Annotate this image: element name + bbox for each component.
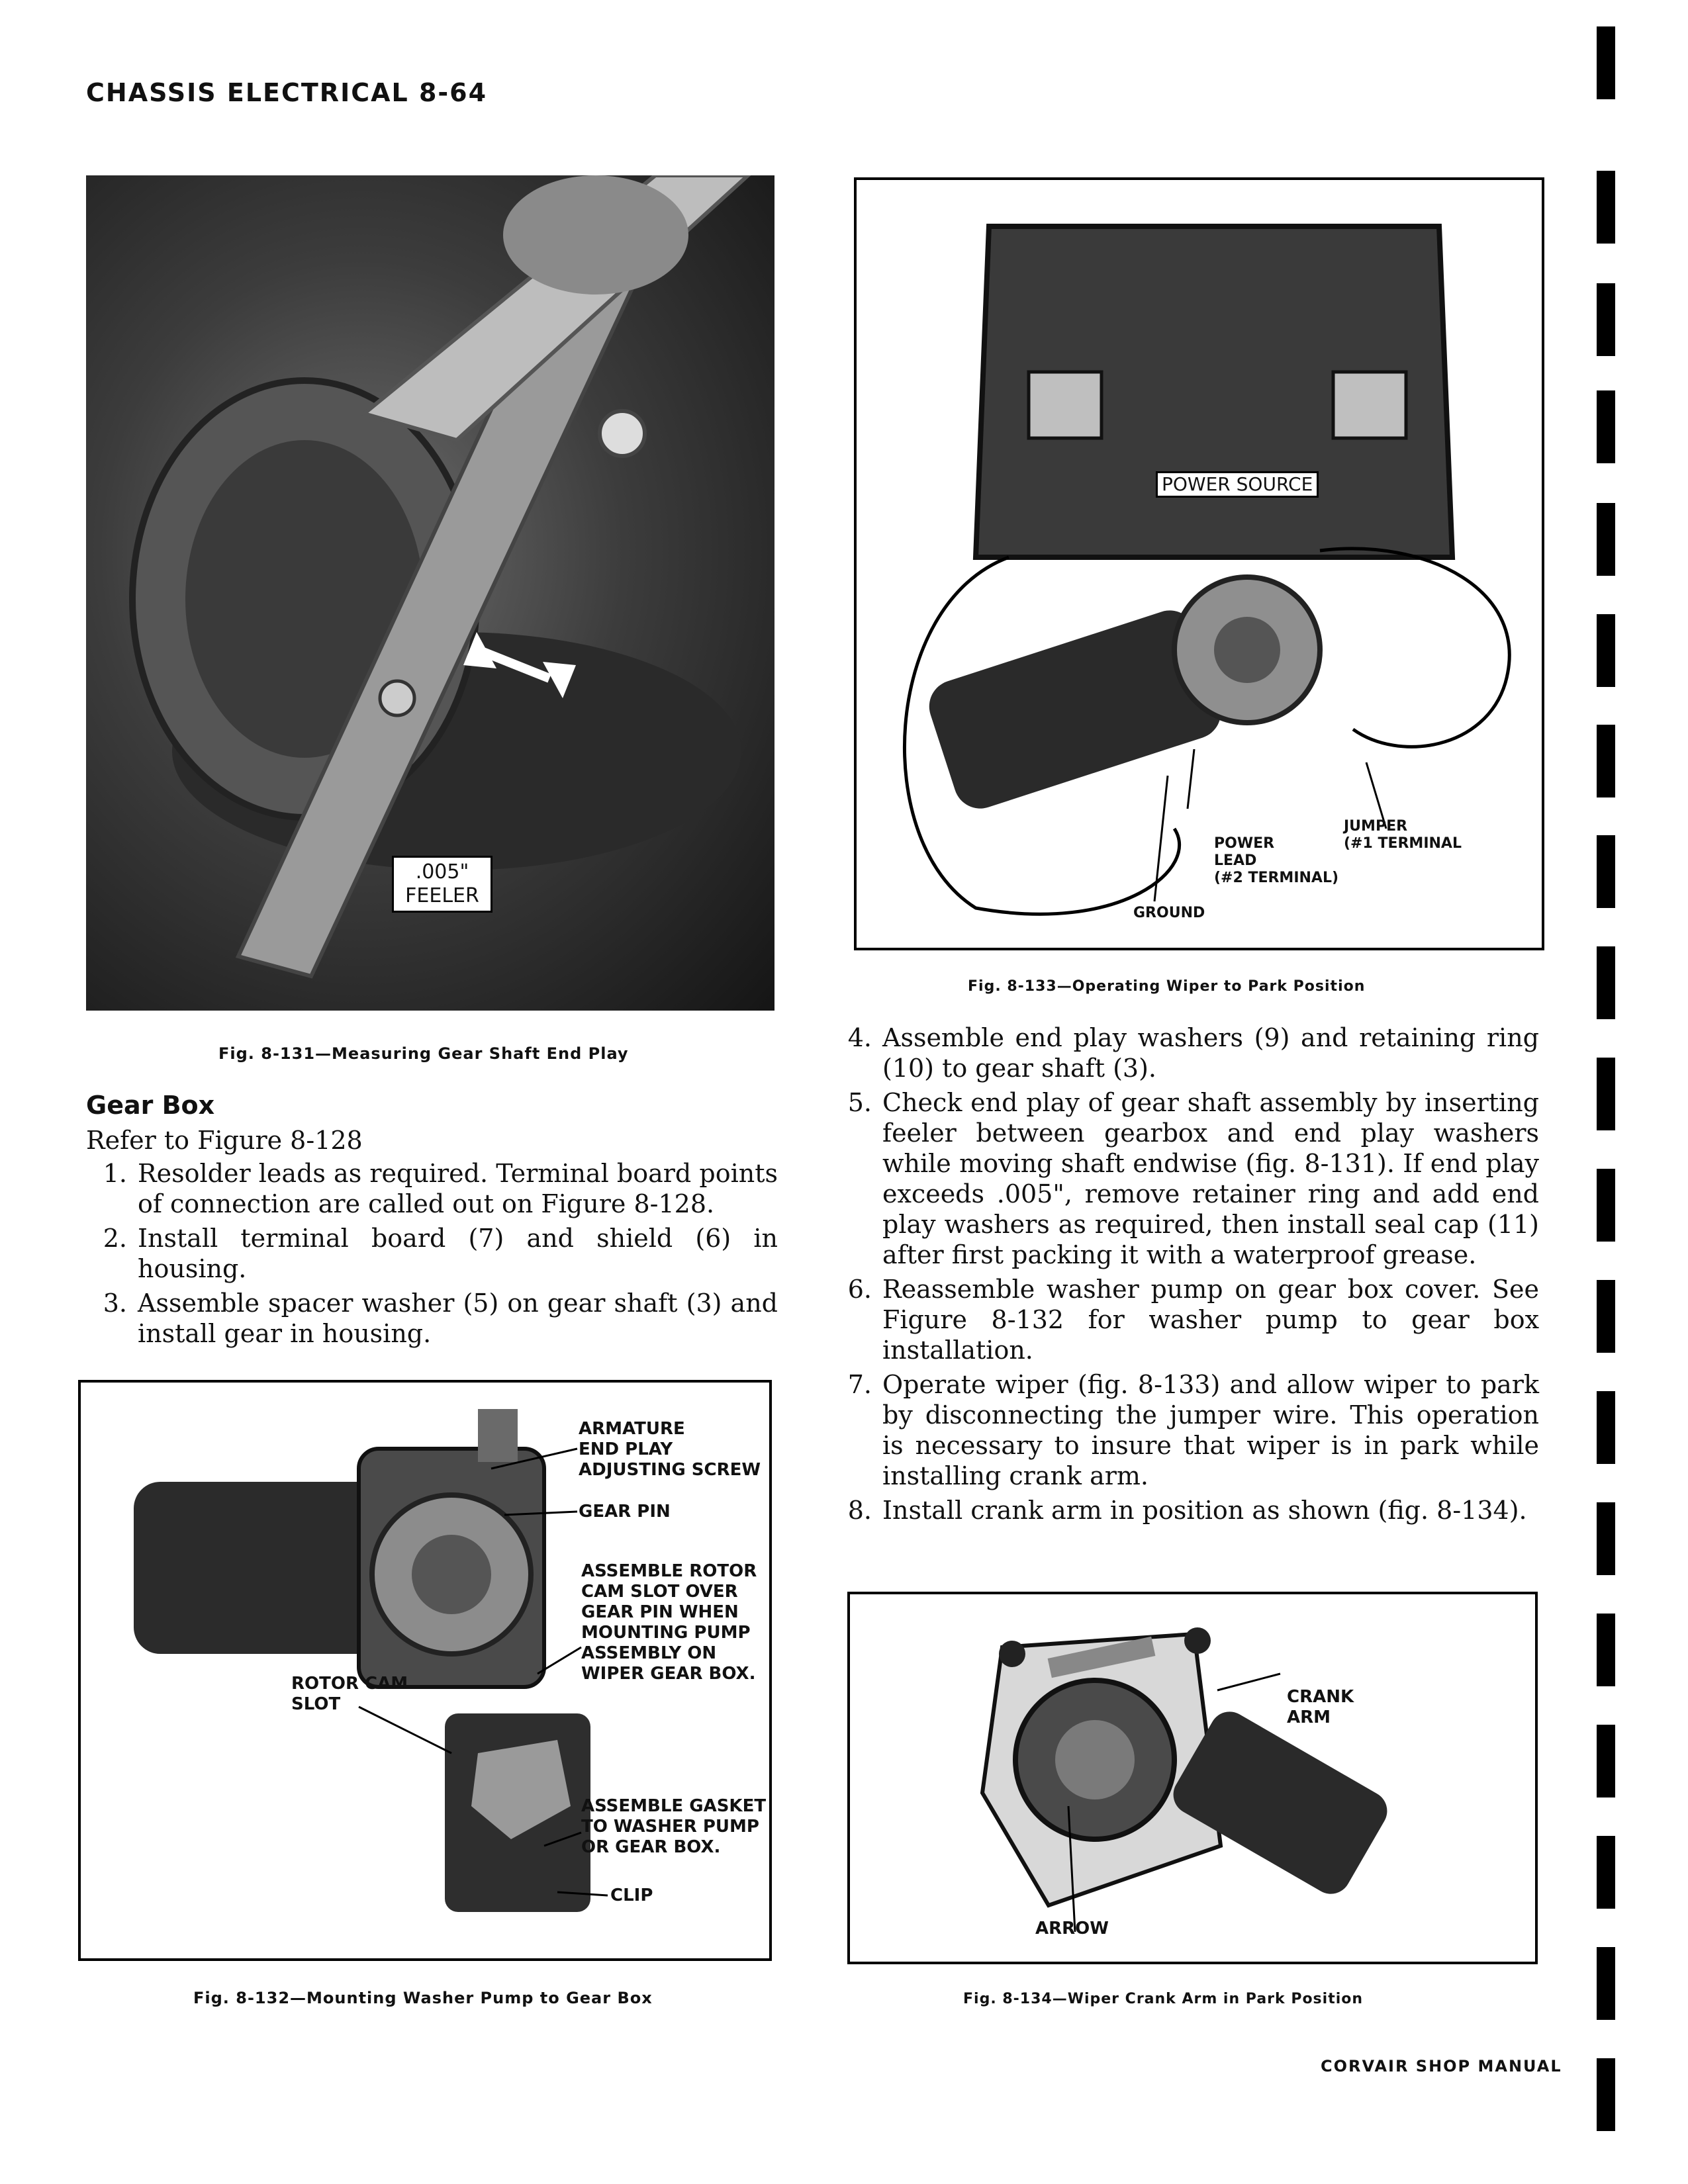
assembly-steps — [831, 1023, 1539, 1529]
figure-8-132-caption: Fig. 8-132—Mounting Washer Pump to Gear Box — [193, 1989, 653, 2007]
registration-mark — [1597, 1058, 1615, 1130]
figure-8-131 — [86, 175, 774, 1011]
list-item — [86, 1288, 778, 1349]
gear-box-steps — [86, 1158, 778, 1353]
registration-mark — [1597, 26, 1615, 99]
registration-mark — [1597, 1502, 1615, 1575]
registration-mark — [1597, 1169, 1615, 1242]
gear-pin-callout: GEAR PIN — [579, 1502, 671, 1522]
step-text: Assemble spacer washer (5) on gear shaft (3) and install gear in housing. — [138, 1289, 778, 1348]
registration-mark — [1597, 614, 1615, 687]
registration-mark — [1597, 725, 1615, 797]
step-text: Install terminal board (7) and shield (6) in housing. — [138, 1224, 778, 1283]
list-item — [831, 1369, 1539, 1491]
registration-mark — [1597, 1836, 1615, 1909]
step-text: Assemble end play washers (9) and retaining ring (10) to gear shaft (3). — [882, 1023, 1539, 1083]
list-item — [86, 1158, 778, 1219]
list-item — [86, 1223, 778, 1284]
registration-mark — [1597, 503, 1615, 576]
gear-box-heading: Gear Box — [86, 1091, 215, 1120]
list-item — [831, 1023, 1539, 1083]
clip-callout: CLIP — [610, 1886, 653, 1905]
leader-lines — [81, 1383, 769, 1958]
step-text: Install crank arm in position as shown (fig. 8-134). — [882, 1496, 1527, 1525]
registration-mark — [1597, 1614, 1615, 1686]
crank-arm-callout: CRANK ARM — [1287, 1687, 1354, 1727]
registration-mark — [1597, 390, 1615, 463]
list-item — [831, 1087, 1539, 1270]
page-header: CHASSIS ELECTRICAL 8-64 — [86, 78, 488, 107]
registration-mark — [1597, 2058, 1615, 2131]
step-number: 8. — [847, 1496, 872, 1525]
assemble-rotor-callout: ASSEMBLE ROTOR CAM SLOT OVER GEAR PIN WHEN MOUNTING PUMP ASSEMBLY ON WIPER GEAR BOX. — [581, 1561, 757, 1684]
step-number: 6. — [847, 1275, 872, 1304]
arrow-callout: ARROW — [1035, 1919, 1109, 1938]
registration-mark — [1597, 283, 1615, 356]
step-number: 5. — [847, 1088, 872, 1117]
step-number: 3. — [103, 1289, 127, 1318]
power-lead-callout: POWER LEAD (#2 TERMINAL) — [1214, 835, 1339, 886]
list-item — [831, 1495, 1539, 1525]
registration-mark — [1597, 1947, 1615, 2020]
step-number: 4. — [847, 1023, 872, 1052]
step-text: Operate wiper (fig. 8-133) and allow wiper to park by disconnecting the jumper wire. This operation is necessary to insure that wiper is in park while installing crank arm. — [882, 1370, 1539, 1490]
step-text: Reassemble washer pump on gear box cover. See Figure 8-132 for washer pump to gear box installation. — [882, 1275, 1539, 1365]
armature-callout: ARMATURE END PLAY ADJUSTING SCREW — [579, 1419, 761, 1480]
figure-8-134-caption: Fig. 8-134—Wiper Crank Arm in Park Position — [963, 1991, 1364, 2007]
figure-8-133-caption: Fig. 8-133—Operating Wiper to Park Position — [968, 978, 1366, 995]
step-number: 7. — [847, 1370, 872, 1399]
gear-box-intro: Refer to Figure 8-128 — [86, 1126, 363, 1155]
jumper-callout: JUMPER (#1 TERMINAL — [1344, 818, 1462, 852]
registration-mark — [1597, 1391, 1615, 1464]
figure-8-132 — [78, 1380, 772, 1961]
page-footer: CORVAIR SHOP MANUAL — [1321, 2057, 1562, 2075]
step-number: 1. — [103, 1159, 127, 1188]
gasket-callout: ASSEMBLE GASKET TO WASHER PUMP OR GEAR BOX. — [581, 1796, 767, 1857]
figure-8-131-caption: Fig. 8-131—Measuring Gear Shaft End Play — [218, 1044, 629, 1063]
figure-8-133 — [854, 177, 1544, 950]
feeler-label: .005" FEELER — [392, 856, 492, 913]
list-item — [831, 1274, 1539, 1365]
registration-mark — [1597, 1280, 1615, 1353]
step-text: Resolder leads as required. Terminal board points of connection are called out on Figure 8-128. — [138, 1159, 778, 1218]
registration-mark — [1597, 171, 1615, 244]
registration-mark — [1597, 835, 1615, 908]
step-text: Check end play of gear shaft assembly by inserting feeler between gearbox and end play washers while moving shaft endwise (fig. 8-131). If end play exceeds .005", remove retainer ring and add end play washers as required, then install seal cap (11) after first packing it with a waterproof grease. — [882, 1088, 1539, 1269]
rotor-cam-callout: ROTOR CAM SLOT — [291, 1674, 408, 1714]
ground-callout: GROUND — [1133, 905, 1205, 921]
registration-mark — [1597, 1725, 1615, 1797]
step-number: 2. — [103, 1224, 127, 1253]
power-source-label: POWER SOURCE — [1156, 471, 1319, 498]
registration-mark — [1597, 946, 1615, 1019]
figure-8-134 — [847, 1592, 1538, 1964]
crank-arm-illustration — [850, 1594, 1535, 1962]
